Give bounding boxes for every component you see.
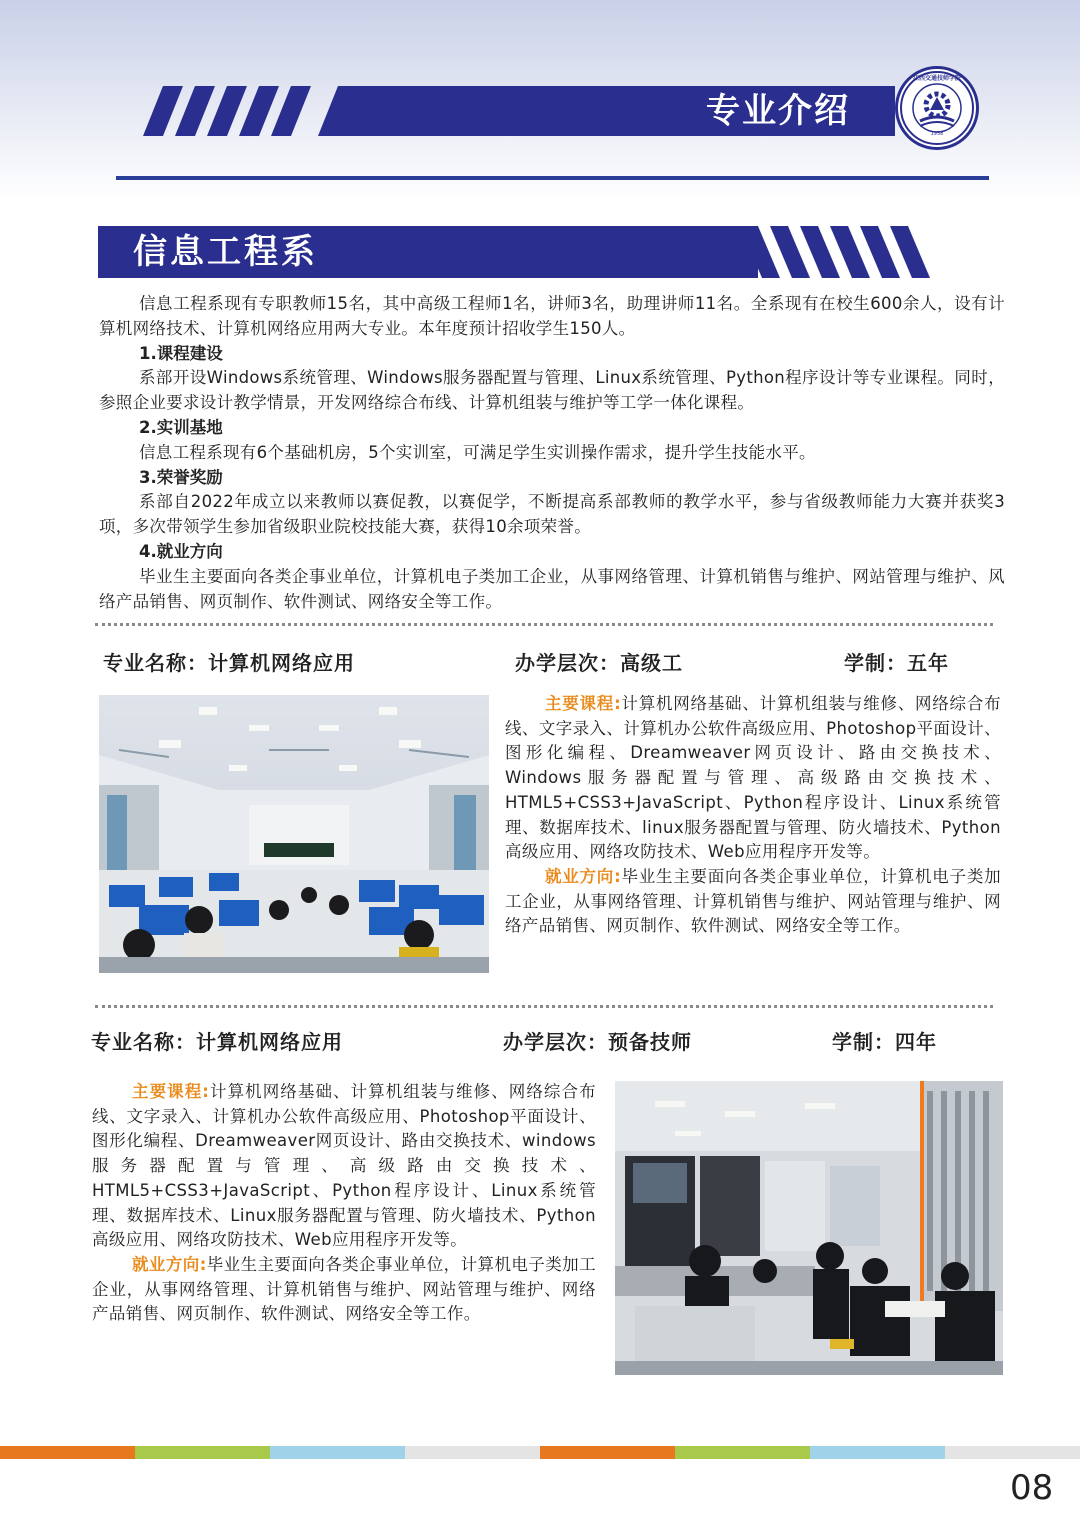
divider: [95, 1005, 993, 1008]
honors-heading: 3.荣誉奖励: [139, 467, 223, 487]
department-intro: [99, 292, 1005, 614]
program2-courses: 计算机网络基础、计算机组装与维修、网络综合布线、文字录入、计算机办公软件高级应用、Photoshop平面设计、图形化编程、Dreamweaver网页设计、路由交换技术、windows服务器配置与管理、高级路由交换技术、HTML5+CSS3+JavaScript、Python程序设计、Linux系统管理、数据库技术、Linux服务器配置与管理、防火墙技术、Python高级应用、网络攻防技术、Web应用程序开发等。: [92, 1082, 596, 1250]
program2-jobs: 毕业生主要面向各类企事业单位，计算机电子类加工企业，从事网络管理、计算机销售与维护、网站管理与维护、网络产品销售、网页制作、软件测试、网络安全等工作。: [92, 1254, 596, 1324]
program2-level: 办学层次：预备技师: [503, 1030, 692, 1054]
training-base-text: 信息工程系现有6个基础机房，5个实训室，可满足学生实训操作需求，提升学生技能水平。: [139, 442, 816, 462]
footer-color-segment: [135, 1446, 270, 1459]
program2-name: 专业名称：计算机网络应用: [91, 1030, 343, 1054]
header-stripes: [143, 86, 343, 136]
header-rule: [116, 176, 989, 180]
training-base-heading: 2.实训基地: [139, 417, 223, 437]
course-building-heading: 1.课程建设: [139, 343, 223, 363]
program1-level: 办学层次：高级工: [515, 651, 683, 675]
courses-label: 主要课程:: [545, 694, 622, 713]
jobs-label: 就业方向:: [545, 866, 622, 886]
program2-duration: 学制：四年: [832, 1030, 937, 1054]
honors-text: 系部自2022年成立以来教师以赛促教，以赛促学，不断提高系部教师的教学水平，参与省级教师能力大赛并获奖3项，多次带领学生参加省级职业院校技能大赛，获得10余项荣誉。: [99, 492, 1005, 537]
svg-text:江西交通技师学院: 江西交通技师学院: [912, 75, 962, 82]
program2-description: [92, 1080, 596, 1327]
section-stripes: [740, 226, 940, 278]
network-lab-photo: [615, 1081, 1003, 1375]
footer-color-segment: [405, 1446, 540, 1459]
page-number: 08: [1010, 1468, 1054, 1508]
employment-text: 毕业生主要面向各类企事业单位，计算机电子类加工企业，从事网络管理、计算机销售与维护、网站管理与维护、风络产品销售、网页制作、软件测试、网络安全等工作。: [99, 566, 1005, 611]
section-title: 信息工程系: [133, 232, 318, 272]
divider: [95, 623, 993, 626]
intro-paragraph: 信息工程系现有专职教师15名，其中高级工程师1名，讲师3名，助理讲师11名。全系现有在校生600余人，设有计算机网络技术、计算机网络应用两大专业。本年度预计招收学生150人。: [99, 294, 1005, 338]
jobs-label: 就业方向:: [132, 1254, 207, 1274]
page-header-title: 专业介绍: [706, 91, 850, 131]
footer-color-segment: [810, 1446, 945, 1459]
footer-color-segment: [945, 1446, 1080, 1459]
footer-color-segment: [0, 1446, 135, 1459]
courses-label: 主要课程:: [132, 1082, 210, 1101]
svg-text:1958: 1958: [930, 131, 944, 137]
program1-description: [505, 692, 1001, 939]
footer-color-segment: [540, 1446, 675, 1459]
computer-lab-photo: [99, 695, 489, 973]
footer-color-segment: [270, 1446, 405, 1459]
program1-courses: 计算机网络基础、计算机组装与维修、网络综合布线、文字录入、计算机办公软件高级应用、Photoshop平面设计、图形化编程、Dreamweaver网页设计、路由交换技术、Windows服务器配置与管理、高级路由交换技术、HTML5+CSS3+JavaScript、Python程序设计、Linux系统管理、数据库技术、linux服务器配置与管理、防火墙技术、Python高级应用、网络攻防技术、Web应用程序开发等。: [505, 694, 1001, 862]
program1-name: 专业名称：计算机网络应用: [103, 651, 355, 675]
program1-duration: 学制：五年: [844, 651, 949, 675]
employment-heading: 4.就业方向: [139, 541, 223, 561]
course-building-text: 系部开设Windows系统管理、Windows服务器配置与管理、Linux系统管理、Python程序设计等专业课程。同时，参照企业要求设计教学情景，开发网络综合布线、计算机组装与维护等工学一体化课程。: [99, 368, 1005, 413]
program1-jobs: 毕业生主要面向各类企事业单位，计算机电子类加工企业，从事网络管理、计算机销售与维护、网站管理与维护、网络产品销售、网页制作、软件测试、网络安全等工作。: [505, 866, 1001, 936]
footer-color-bar: [0, 1446, 1080, 1459]
footer-color-segment: [675, 1446, 810, 1459]
school-logo: [895, 66, 979, 150]
